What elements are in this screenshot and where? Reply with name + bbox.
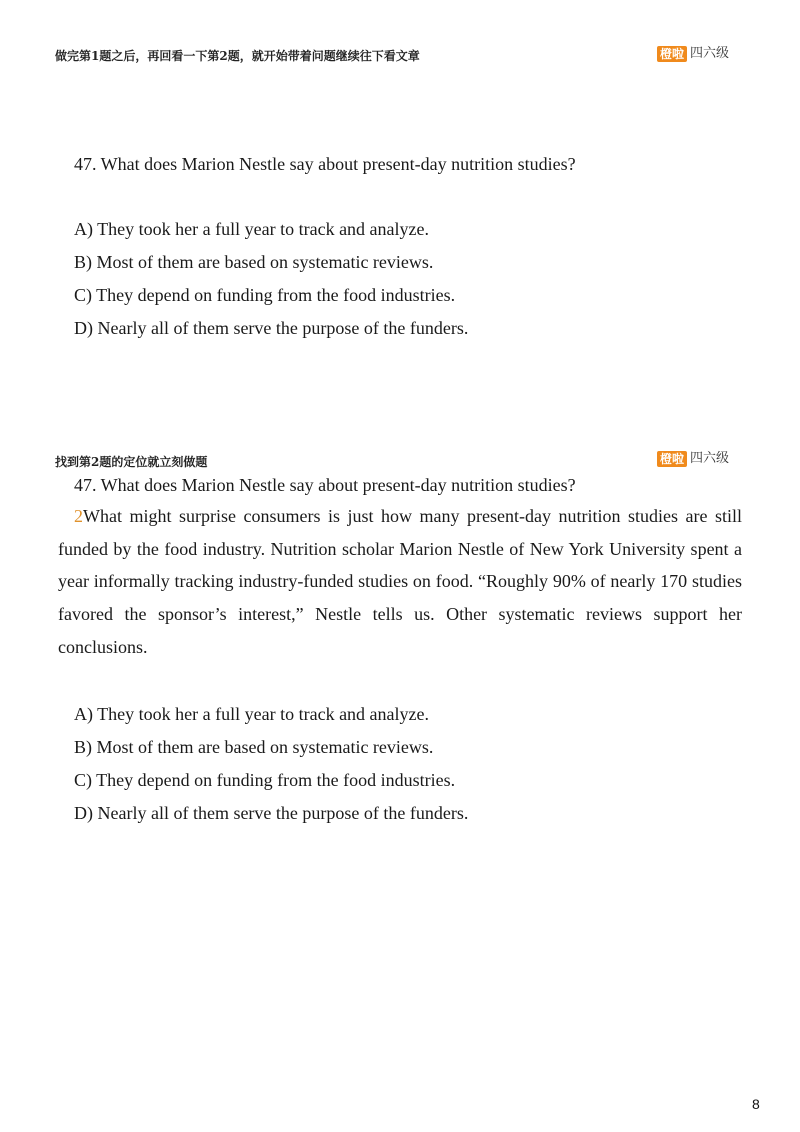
passage-paragraph bbox=[58, 500, 742, 664]
option-d: D) Nearly all of them serve the purpose of the funders. bbox=[74, 318, 469, 338]
option-d: D) Nearly all of them serve the purpose of the funders. bbox=[74, 803, 469, 823]
brand-badge: 橙啦 bbox=[657, 46, 687, 62]
brand-logo bbox=[657, 451, 729, 467]
option-b: B) Most of them are based on systematic reviews. bbox=[74, 252, 434, 272]
option-b: B) Most of them are based on systematic reviews. bbox=[74, 737, 434, 757]
header-note: 做完第1题之后，再回看一下第2题，就开始带着问题继续往下看文章 bbox=[55, 49, 420, 63]
paragraph-text: What might surprise consumers is just how many present-day nutrition studies are still funded by the food industry. Nutrition scholar Marion Nestle of New York University spent a year informally tracking industry-funded studies on food. “Roughly 90% of nearly 170 studies favored the sponsor’s interest,” Nestle tells us. Other systematic reviews support her conclusions. bbox=[58, 506, 742, 657]
question-title: 47. What does Marion Nestle say about present-day nutrition studies? bbox=[74, 154, 576, 174]
brand-badge: 橙啦 bbox=[657, 451, 687, 467]
brand-text: 四六级 bbox=[690, 451, 730, 466]
section-note: 找到第2题的定位就立刻做题 bbox=[55, 455, 208, 469]
brand-text: 四六级 bbox=[690, 46, 730, 61]
option-a: A) They took her a full year to track and analyze. bbox=[74, 704, 430, 724]
brand-logo bbox=[657, 46, 729, 62]
paragraph-marker: 2 bbox=[74, 506, 83, 526]
option-c: C) They depend on funding from the food industries. bbox=[74, 285, 456, 305]
question-title: 47. What does Marion Nestle say about present-day nutrition studies? bbox=[74, 475, 576, 495]
option-c: C) They depend on funding from the food industries. bbox=[74, 770, 456, 790]
page-number: 8 bbox=[752, 1096, 760, 1112]
option-a: A) They took her a full year to track and analyze. bbox=[74, 219, 430, 239]
